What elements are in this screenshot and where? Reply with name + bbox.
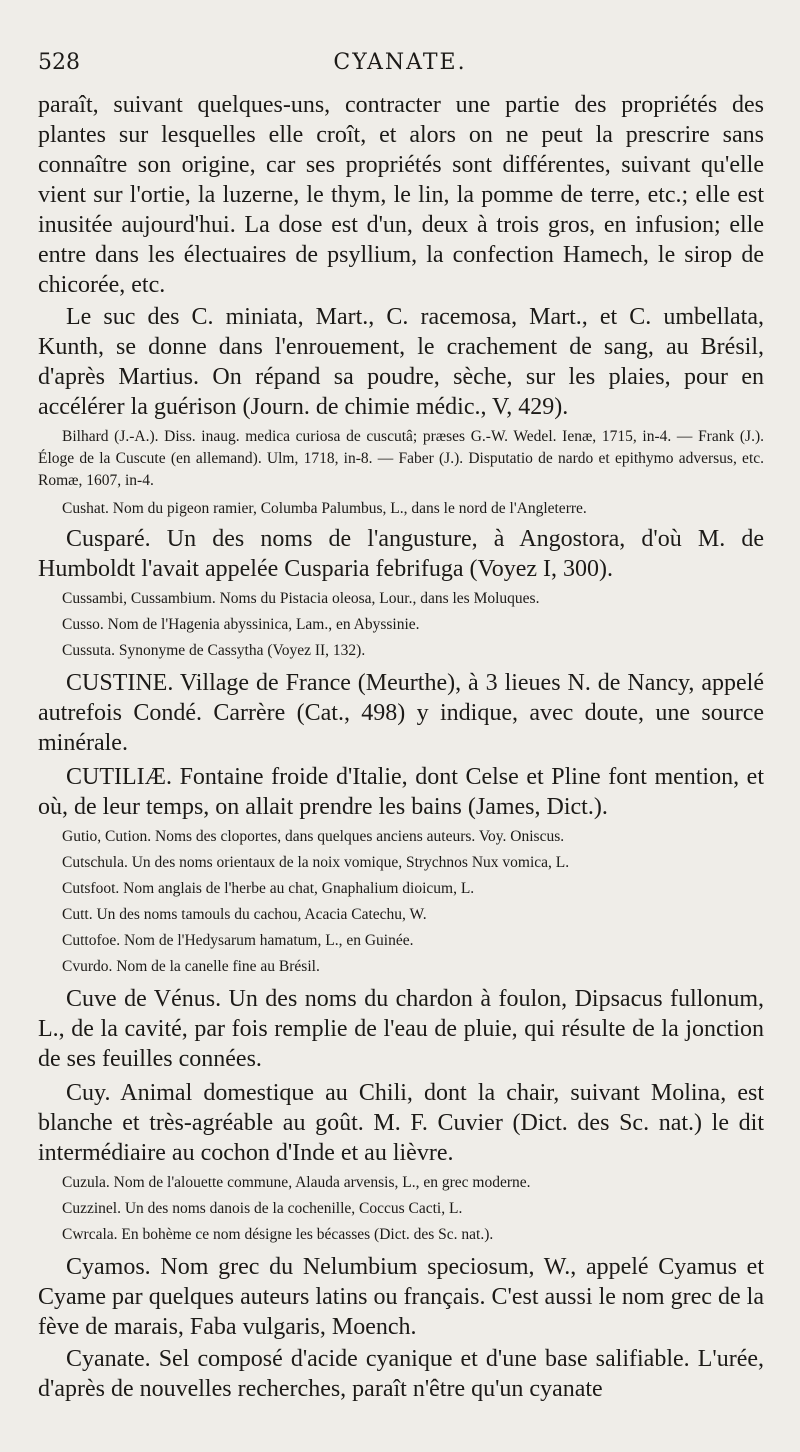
- entry: CUSTINE. Village de France (Meurthe), à 3 lieues N. de Nancy, appelé autrefois Condé. Carrère (Cat., 498) y indique, avec doute, une source minérale.: [38, 670, 764, 756]
- page-number: 528: [38, 50, 80, 75]
- entry: Cutschula. Un des noms orientaux de la noix vomique, Strychnos Nux vomica, L.: [62, 854, 570, 871]
- entry: Cushat. Nom du pigeon ramier, Columba Palumbus, L., dans le nord de l'Angleterre.: [62, 500, 587, 517]
- entry: Cussuta. Synonyme de Cassytha (Voyez II, 132).: [62, 642, 366, 659]
- entry: Cyanate. Sel composé d'acide cyanique et d'une base salifiable. L'urée, d'après de nouvelles recherches, paraît n'être qu'un cyanate: [38, 1346, 764, 1402]
- bibliography: Bilhard (J.-A.). Diss. inaug. medica curiosa de cuscutâ; præses G.-W. Wedel. Ienæ, 1715, in-4. — Frank (J.). Éloge de la Cuscute (en allemand). Ulm, 1718, in-8. — Faber (J.). Disputatio de nardo et epithymo adversus, etc. Romæ, 1607, in-4.: [38, 428, 764, 489]
- entry: Cuy. Animal domestique au Chili, dont la chair, suivant Molina, est blanche et très-agréable au goût. M. F. Cuvier (Dict. des Sc. nat.) le dit intermédiaire au cochon d'Inde et au lièvre.: [38, 1080, 764, 1166]
- paragraph: paraît, suivant quelques-uns, contracter une partie des propriétés des plantes sur lesquelles elle croît, et alors on ne peut la prescrire sans connaître son origine, car ses propriétés sont différentes, suivant qu'elle vient sur l'ortie, la luzerne, le thym, le lin, la pomme de terre, etc.; elle est inusitée aujourd'hui. La dose est d'un, deux à trois gros, en infusion; elle entre dans les électuaires de psyllium, la confection Hamech, le sirop de chicorée, etc.: [38, 92, 764, 298]
- running-title: CYANATE.: [333, 50, 467, 75]
- entry: Cvurdo. Nom de la canelle fine au Brésil.: [62, 958, 320, 975]
- paragraph: Le suc des C. miniata, Mart., C. racemosa, Mart., et C. umbellata, Kunth, se donne dans l'enrouement, le crachement de sang, au Brésil, d'après Martius. On répand sa poudre, sèche, sur les plaies, pour en accélérer la guérison (Journ. de chimie médic., V, 429).: [38, 304, 764, 420]
- entry: Cusso. Nom de l'Hagenia abyssinica, Lam., en Abyssinie.: [62, 616, 420, 633]
- page-body: [38, 90, 764, 1404]
- entry: CUTILIÆ. Fontaine froide d'Italie, dont Celse et Pline font mention, et où, de leur temps, on allait prendre les bains (James, Dict.).: [38, 764, 764, 820]
- entry: Cwrcala. En bohème ce nom désigne les bécasses (Dict. des Sc. nat.).: [62, 1226, 494, 1243]
- entry: Cussambi, Cussambium. Noms du Pistacia oleosa, Lour., dans les Moluques.: [62, 590, 540, 607]
- entry: Cuve de Vénus. Un des noms du chardon à foulon, Dipsacus fullonum, L., de la cavité, par fois remplie de l'eau de pluie, qui résulte de la jonction de ses feuilles connées.: [38, 986, 764, 1072]
- entry: Gutio, Cution. Noms des cloportes, dans quelques anciens auteurs. Voy. Oniscus.: [62, 828, 565, 845]
- entry: Cuzula. Nom de l'alouette commune, Alauda arvensis, L., en grec moderne.: [62, 1174, 531, 1191]
- entry: Cutt. Un des noms tamouls du cachou, Acacia Catechu, W.: [62, 906, 427, 923]
- entry: Cyamos. Nom grec du Nelumbium speciosum, W., appelé Cyamus et Cyame par quelques auteurs latins ou français. C'est aussi le nom grec de la fève de marais, Faba vulgaris, Moench.: [38, 1254, 764, 1340]
- entry: Cusparé. Un des noms de l'angusture, à Angostora, d'où M. de Humboldt l'avait appelée Cusparia febrifuga (Voyez I, 300).: [38, 526, 764, 582]
- entry: Cuzzinel. Un des noms danois de la cochenille, Coccus Cacti, L.: [62, 1200, 463, 1217]
- page-header: [38, 50, 762, 86]
- entry: Cutsfoot. Nom anglais de l'herbe au chat, Gnaphalium dioicum, L.: [62, 880, 475, 897]
- entry: Cuttofoe. Nom de l'Hedysarum hamatum, L., en Guinée.: [62, 932, 414, 949]
